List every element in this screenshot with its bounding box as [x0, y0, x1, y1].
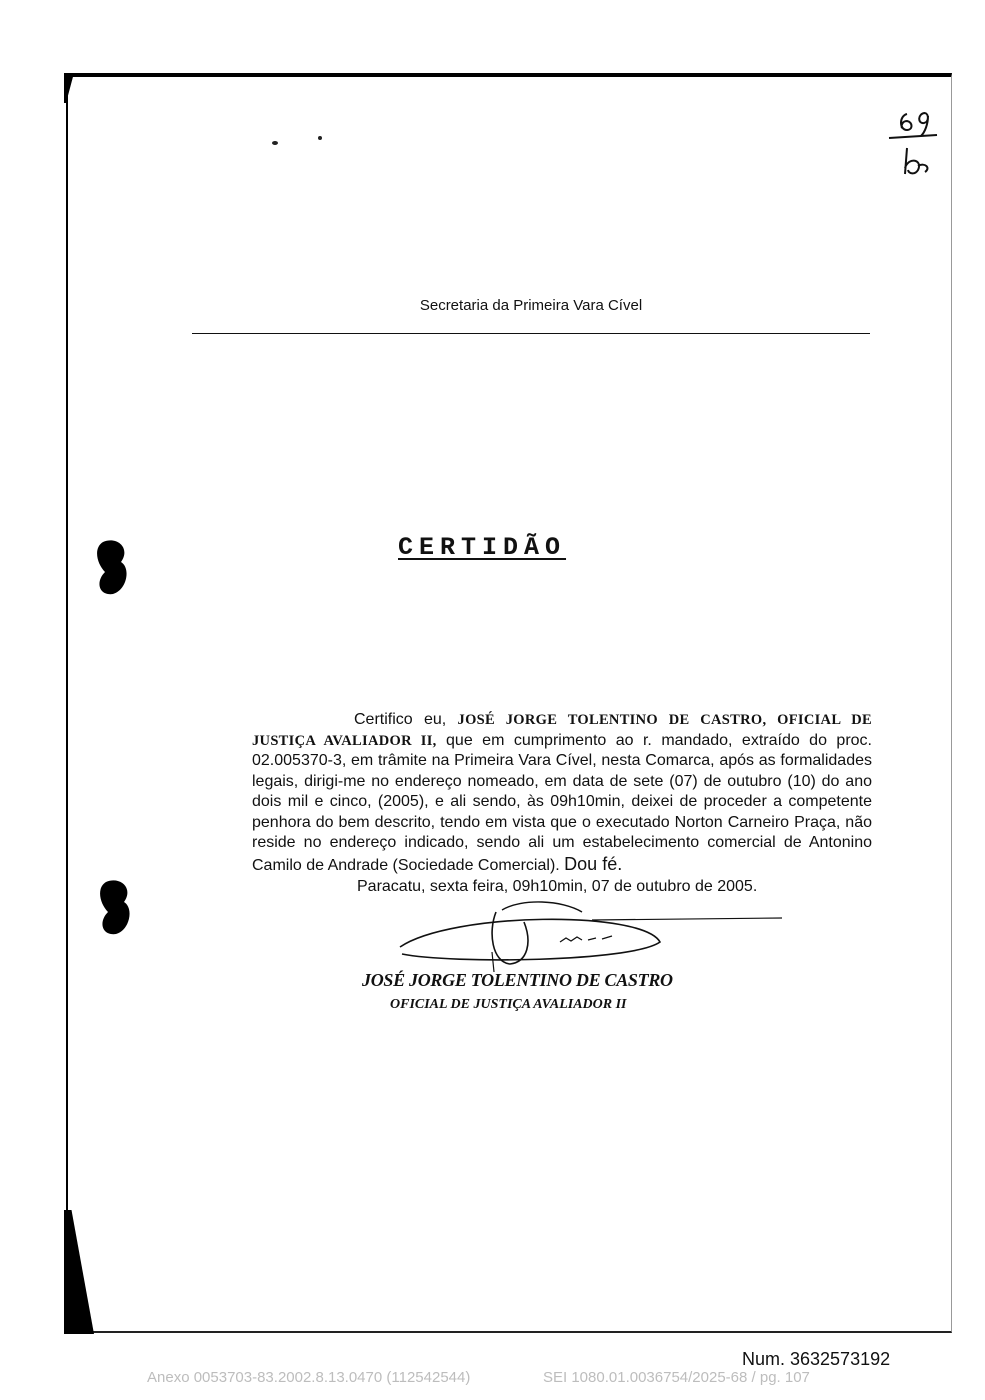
scan-speck [318, 136, 322, 140]
certificate-text: que em cumprimento ao r. mandado, extraído do proc. 02.005370-3, em trâmite na Primeira Vara Cível, nesta Comarca, após as formalidades legais, dirigi-me no endereço nomeado, em data de sete (07) de outubro (10) do ano dois mil e cinco, (2005), e ali sendo, às 09h10min, deixei de proceder a competente penhora do bem descrito, tendo em vista que o executado Norton Carneiro Praça, não reside no endereço indicado, sendo ali um estabelecimento comercial de Antonino Camilo de Andrade (Sociedade Comercial). [252, 731, 872, 874]
signer-title: OFICIAL DE JUSTIÇA AVALIADOR II [390, 997, 627, 1012]
sei-reference: SEI 1080.01.0036754/2025-68 / pg. 107 [543, 1369, 810, 1386]
scan-speck [272, 141, 278, 145]
officer-name-inline: JOSÉ JORGE TOLENTINO DE CASTRO, OFICIAL DE JUSTIÇA AVALIADOR II, [252, 712, 872, 749]
place-date-line: Paracatu, sexta feira, 09h10min, 07 de outubro de 2005. [357, 878, 758, 895]
certificate-lead: Certifico eu, [354, 711, 447, 728]
punch-hole-mark [100, 878, 134, 936]
annex-reference: Anexo 0053703-83.2002.8.13.0470 (112542544) [147, 1369, 471, 1386]
header-divider [192, 333, 870, 334]
court-office-header: Secretaria da Primeira Vara Cível [419, 297, 643, 314]
document-number: Num. 3632573192 [742, 1349, 891, 1369]
handwritten-signature [392, 892, 792, 982]
scanned-page-border [66, 73, 952, 1333]
folio-number-handwritten [885, 104, 945, 184]
dou-fe: Dou fé. [564, 853, 623, 874]
certificate-body [252, 710, 872, 876]
document-title: CERTIDÃO [398, 533, 567, 562]
signer-name: JOSÉ JORGE TOLENTINO DE CASTRO [362, 970, 673, 990]
punch-hole-mark [97, 538, 131, 596]
